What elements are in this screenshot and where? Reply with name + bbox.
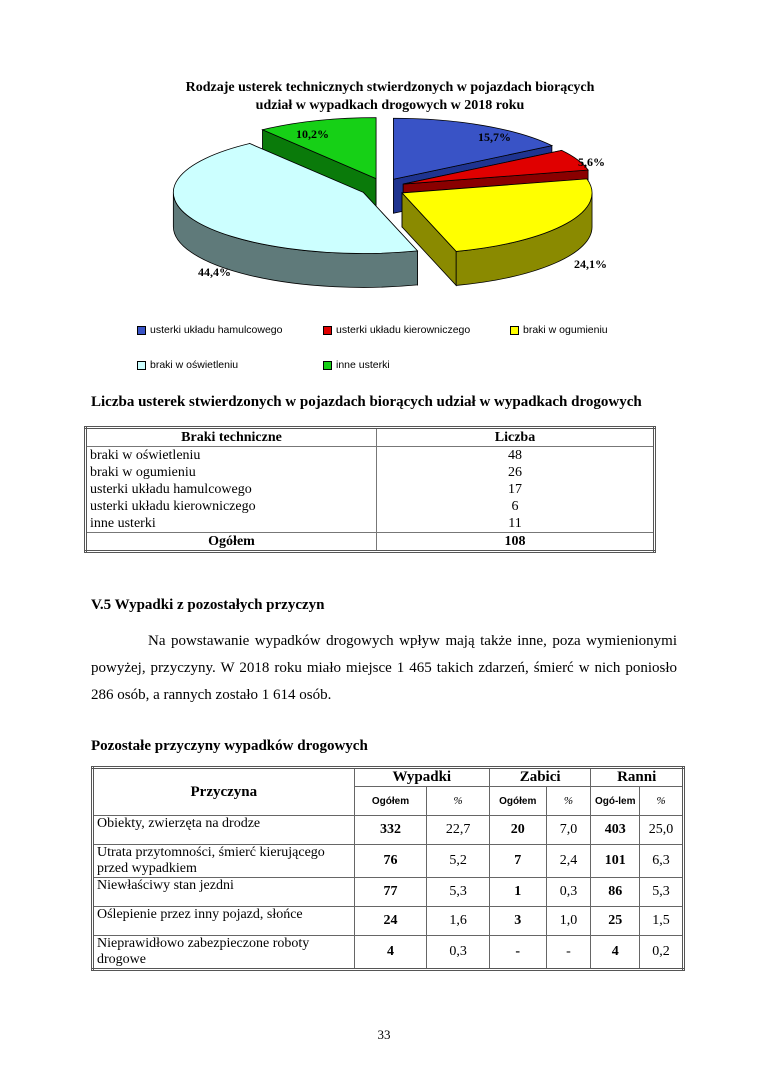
- section-paragraph: [91, 628, 677, 709]
- page-number: 33: [377, 1027, 391, 1042]
- pie-label-tires: 24,1%: [574, 257, 607, 271]
- section-heading: V.5 Wypadki z pozostałych przyczyn: [91, 597, 325, 613]
- table2-cell-accidents-total: 77: [354, 878, 427, 907]
- table-row: [93, 845, 684, 878]
- table2-cell-accidents-total: 332: [354, 816, 427, 845]
- table2-cell-killed-total: 20: [489, 816, 546, 845]
- table-row: [93, 936, 684, 970]
- table2-cell-injured-pct: 0,2: [640, 936, 684, 970]
- table2-cell-accidents-total: 76: [354, 845, 427, 878]
- table2-cell-killed-pct: 7,0: [546, 816, 591, 845]
- table1-cell-type: braki w ogumieniu: [86, 464, 377, 481]
- table2-cell-injured-pct: 25,0: [640, 816, 684, 845]
- legend-item-tires: [510, 324, 608, 336]
- pie-label-lighting: 44,4%: [198, 265, 231, 279]
- table1-total-label: Ogółem: [86, 533, 377, 552]
- table2-cell-killed-total: 1: [489, 878, 546, 907]
- table2-cell-injured-pct: 1,5: [640, 907, 684, 936]
- section-paragraph-text: Na powstawanie wypadków drogowych wpływ mają także inne, poza wymienionymi powyżej, przyczyny. W 2018 roku miało miejsce 1 465 takich zdarzeń, śmierć w nich poniosło 286 osób, a rannych zostało 1 614 osób.: [91, 633, 677, 703]
- table2-cell-accidents-pct: 5,2: [427, 845, 490, 878]
- table2-cell-injured-total: 101: [591, 845, 640, 878]
- table2-sub-killed-total: Ogółem: [489, 787, 546, 816]
- table2-cell-killed-total: 3: [489, 907, 546, 936]
- table2-sub-injured-pct: %: [640, 787, 684, 816]
- table2-cell-killed-total: 7: [489, 845, 546, 878]
- legend-swatch-tires: [510, 326, 519, 335]
- table1-cell-count: 26: [377, 464, 655, 481]
- table-row: [93, 907, 684, 936]
- table-row: [86, 481, 655, 498]
- table1-cell-count: 6: [377, 498, 655, 515]
- legend-swatch-brakes: [137, 326, 146, 335]
- legend-item-steering: [323, 324, 470, 336]
- table2-cell-injured-total: 25: [591, 907, 640, 936]
- table2-cell-accidents-total: 4: [354, 936, 427, 970]
- table2-header-killed: Zabici: [489, 768, 591, 787]
- legend-swatch-other: [323, 361, 332, 370]
- table2-cell-cause: Oślepienie przez inny pojazd, słońce: [93, 907, 355, 936]
- table-row: [93, 816, 684, 845]
- table2-cell-accidents-pct: 22,7: [427, 816, 490, 845]
- table2-cell-cause: Nieprawidłowo zabezpieczone roboty drogowe: [93, 936, 355, 970]
- table2-cell-killed-pct: 0,3: [546, 878, 591, 907]
- pie-label-brakes: 15,7%: [478, 130, 511, 144]
- table1-total-value: 108: [377, 533, 655, 552]
- legend-swatch-lighting: [137, 361, 146, 370]
- legend-label-tires: braki w ogumieniu: [523, 324, 608, 336]
- table2-header-accidents: Wypadki: [354, 768, 489, 787]
- table-row: [86, 498, 655, 515]
- table2-cell-cause: Utrata przytomności, śmierć kierującego przed wypadkiem: [93, 845, 355, 878]
- table2-cell-killed-total: -: [489, 936, 546, 970]
- legend-item-lighting: [137, 359, 238, 371]
- legend-label-steering: usterki układu kierowniczego: [336, 324, 471, 336]
- legend-swatch-steering: [323, 326, 332, 335]
- table2-cell-injured-total: 403: [591, 816, 640, 845]
- table2-title: Pozostałe przyczyny wypadków drogowych: [91, 738, 368, 754]
- table2-sub-injured-total: Ogó-lem: [591, 787, 640, 816]
- table2-header-injured: Ranni: [591, 768, 684, 787]
- table2-cell-accidents-pct: 0,3: [427, 936, 490, 970]
- table2-cell-injured-total: 86: [591, 878, 640, 907]
- table1-cell-count: 11: [377, 515, 655, 533]
- table-row: [86, 515, 655, 533]
- table2-cell-injured-pct: 5,3: [640, 878, 684, 907]
- pie-chart: [0, 0, 768, 330]
- other-causes-table: [91, 766, 685, 971]
- chart-title-line2: udział w wypadkach drogowych w 2018 roku: [255, 98, 525, 113]
- table2-cell-accidents-pct: 5,3: [427, 878, 490, 907]
- table-row: [86, 447, 655, 465]
- table1-cell-type: braki w oświetleniu: [86, 447, 377, 465]
- table2-cell-cause: Niewłaściwy stan jezdni: [93, 878, 355, 907]
- table1-header-count: Liczba: [377, 428, 655, 447]
- legend-item-brakes: [137, 324, 283, 336]
- legend-label-lighting: braki w oświetleniu: [150, 359, 239, 371]
- table1-title: Liczba usterek stwierdzonych w pojazdach biorących udział w wypadkach drogowych: [91, 394, 642, 410]
- legend-item-other: [323, 359, 390, 371]
- table2-cell-accidents-total: 24: [354, 907, 427, 936]
- table2-header-cause: Przyczyna: [93, 768, 355, 816]
- pie-slice-tires: [402, 179, 592, 286]
- table2-cell-killed-pct: 1,0: [546, 907, 591, 936]
- table1-cell-count: 48: [377, 447, 655, 465]
- pie-label-steering: 5,6%: [578, 155, 605, 169]
- legend-label-other: inne usterki: [336, 359, 390, 371]
- table1-cell-type: usterki układu hamulcowego: [86, 481, 377, 498]
- legend-label-brakes: usterki układu hamulcowego: [150, 324, 283, 336]
- table1-total-row: [86, 533, 655, 552]
- table1-cell-type: usterki układu kierowniczego: [86, 498, 377, 515]
- table2-sub-accidents-pct: %: [427, 787, 490, 816]
- table-row: [86, 464, 655, 481]
- defects-table: [84, 426, 656, 553]
- table2-cell-injured-total: 4: [591, 936, 640, 970]
- chart-title-line1: Rodzaje usterek technicznych stwierdzonych w pojazdach biorących: [185, 80, 595, 95]
- table2-cell-accidents-pct: 1,6: [427, 907, 490, 936]
- table2-sub-accidents-total: Ogółem: [354, 787, 427, 816]
- table2-cell-killed-pct: 2,4: [546, 845, 591, 878]
- table1-cell-count: 17: [377, 481, 655, 498]
- table2-cell-cause: Obiekty, zwierzęta na drodze: [93, 816, 355, 845]
- pie-label-other: 10,2%: [296, 127, 329, 141]
- table1-header-type: Braki techniczne: [86, 428, 377, 447]
- table2-sub-killed-pct: %: [546, 787, 591, 816]
- table2-cell-injured-pct: 6,3: [640, 845, 684, 878]
- table-row: [93, 878, 684, 907]
- table2-cell-killed-pct: -: [546, 936, 591, 970]
- table1-cell-type: inne usterki: [86, 515, 377, 533]
